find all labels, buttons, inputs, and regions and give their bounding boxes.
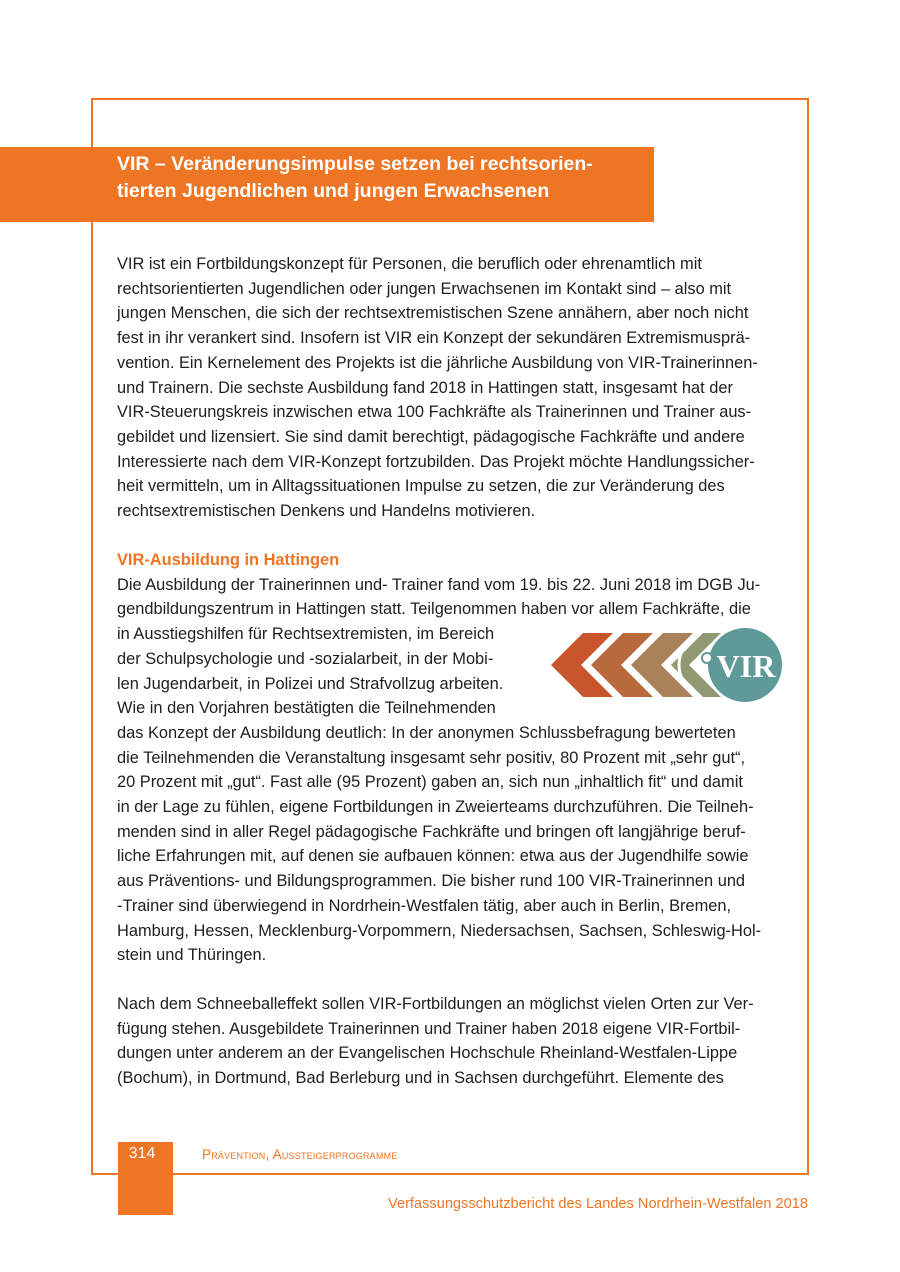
section-line: aus Präventions- und Bildungsprogrammen. Die bisher rund 100 VIR-Trainerinnen und — [117, 872, 746, 891]
page-number: 314 — [128, 1145, 156, 1162]
closing-line: (Bochum), in Dortmund, Bad Berleburg und in Sachsen durchgeführt. Elemente des — [117, 1069, 724, 1088]
intro-paragraph — [117, 252, 792, 524]
intro-line: Interessierte nach dem VIR-Konzept fortzubilden. Das Projekt möchte Handlungssicher- — [117, 452, 755, 471]
section-line: in der Lage zu fühlen, eigene Fortbildungen in Zweierteams durchzuführen. Die Teilneh- — [117, 798, 754, 817]
box-title — [117, 151, 647, 205]
section-line: der Schulpsychologie und -sozialarbeit, in der Mobi- — [117, 649, 494, 668]
section-line: Hamburg, Hessen, Mecklenburg-Vorpommern, Niedersachsen, Sachsen, Schleswig-Hol- — [117, 921, 762, 940]
box-title-band — [0, 147, 654, 222]
section-line: die Teilnehmenden die Veranstaltung insgesamt sehr positiv, 80 Prozent mit „sehr gut“, — [117, 748, 746, 767]
vir-logo — [545, 625, 785, 705]
intro-line: VIR ist ein Fortbildungskonzept für Personen, die beruflich oder ehrenamtlich mit — [117, 255, 702, 273]
logo-dot — [702, 653, 712, 663]
vir-logo-graphic — [545, 625, 785, 705]
section-line: liche Erfahrungen mit, auf denen sie aufbauen können: etwa aus der Jugendhilfe sowie — [117, 847, 749, 866]
section-line: menden sind in aller Regel pädagogische Fachkräfte und bringen oft langjährige beruf- — [117, 822, 746, 841]
hattingen-section — [117, 548, 792, 968]
section-subheading: VIR-Ausbildung in Hattingen — [117, 551, 340, 569]
intro-line: und Trainern. Die sechste Ausbildung fand 2018 in Hattingen statt, insgesamt hat der — [117, 378, 733, 397]
closing-line: fügung stehen. Ausgebildete Trainerinnen und Trainer haben 2018 eigene VIR-Fortbil- — [117, 1019, 741, 1038]
section-line: len Jugendarbeit, in Polizei und Strafvollzug arbeiten. — [117, 674, 504, 693]
intro-line: heit vermitteln, um in Alltagssituationen Impulse zu setzen, die zur Veränderung des — [117, 477, 725, 496]
closing-line: Nach dem Schneeballeffekt sollen VIR-Fortbildungen an möglichst vielen Orten zur Ver- — [117, 995, 754, 1013]
section-line: das Konzept der Ausbildung deutlich: In der anonymen Schlussbefragung bewerteten — [117, 723, 736, 742]
closing-line: dungen unter anderem an der Evangelischen Hochschule Rheinland-Westfalen-Lippe — [117, 1044, 738, 1063]
section-line: in Ausstiegshilfen für Rechtsextremisten, im Bereich — [117, 625, 495, 644]
section-line: 20 Prozent mit „gut“. Fast alle (95 Prozent) gaben an, sich nun „inhaltlich fit“ und damit — [117, 773, 743, 792]
intro-line: jungen Menschen, die sich der rechtsextremistischen Szene annähern, aber noch nicht — [117, 304, 749, 323]
intro-line: gebildet und lizensiert. Sie sind damit berechtigt, pädagogische Fachkräfte und andere — [117, 427, 745, 446]
section-line: Wie in den Vorjahren bestätigten die Teilnehmenden — [117, 699, 496, 718]
section-line: stein und Thüringen. — [117, 946, 267, 965]
section-line: -Trainer sind überwiegend in Nordrhein-Westfalen tätig, aber auch in Berlin, Bremen, — [117, 896, 732, 915]
section-line: Die Ausbildung der Trainerinnen und- Trainer fand vom 19. bis 22. Juni 2018 im DGB Ju- — [117, 575, 761, 594]
section-line: gendbildungszentrum in Hattingen statt. Teilgenommen haben vor allem Fachkräfte, die — [117, 600, 751, 619]
intro-line: VIR-Steuerungskreis inzwischen etwa 100 Fachkräfte als Trainerinnen und Trainer aus- — [117, 403, 752, 422]
intro-line: rechtsextremistischen Denkens und Handelns motivieren. — [117, 502, 536, 521]
logo-text: VIR — [716, 648, 776, 684]
intro-line: vention. Ein Kernelement des Projekts ist die jährliche Ausbildung von VIR-Trainerinnen- — [117, 353, 758, 372]
publication-title: Verfassungsschutzbericht des Landes Nordrhein-Westfalen 2018 — [388, 1196, 808, 1212]
closing-paragraph — [117, 992, 792, 1091]
intro-line: fest in ihr verankert sind. Insofern ist VIR ein Konzept der sekundären Extremismusprä- — [117, 329, 751, 348]
intro-line: rechtsorientierten Jugendlichen oder jungen Erwachsenen im Kontakt sind – also mit — [117, 279, 732, 298]
section-running-head: Prävention, Aussteigerprogramme — [202, 1147, 398, 1162]
box-title-text: VIR – Veränderungsimpulse setzen bei rechtsorien- tierten Jugendlichen und jungen Erwachsenen — [117, 153, 593, 202]
